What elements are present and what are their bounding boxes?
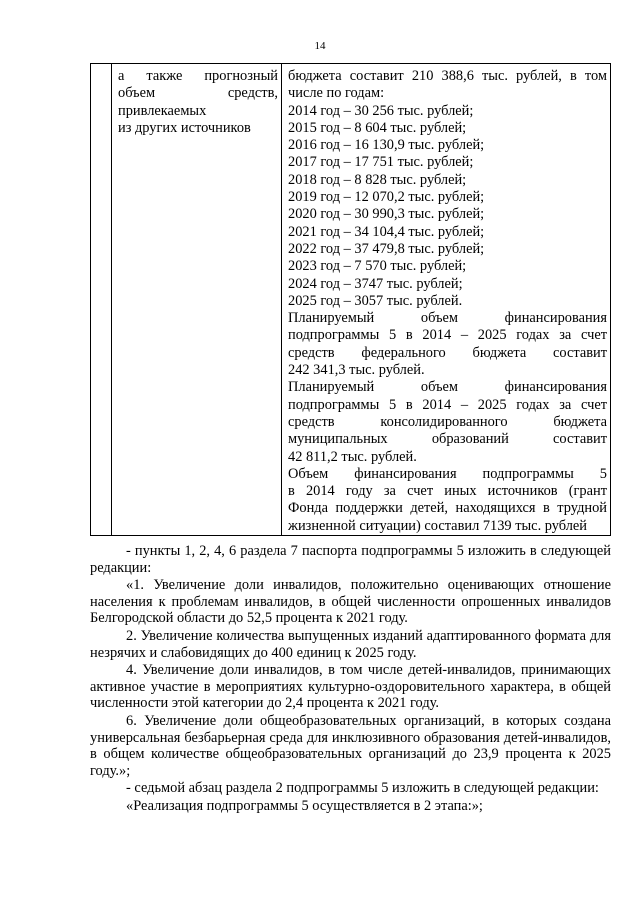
year-line: 2024 год – 3747 тыс. рублей; — [288, 275, 463, 292]
other-line: Фонда поддержки детей, находящихся в трудной — [288, 500, 607, 517]
year-line: 2018 год – 8 828 тыс. рублей; — [288, 171, 467, 188]
paragraph-item-6: 6. Увеличение доли общеобразовательных организаций, в которых создана универсальная безбарьерная среда для инклюзивного образования детей-инвалидов, в общем количестве общеобразовательных организаций до 23,9 процента к 2025 году.»; — [90, 712, 611, 779]
table-row — [91, 64, 611, 536]
paragraph-item-1: «1. Увеличение доли инвалидов, положительно оценивающих отношение населения к проблемам инвалидов, в общей численности опрошенных инвалидов Белгородской области до 52,5 процента к 2021 году. — [90, 577, 611, 627]
label-line: а также прогнозный — [118, 68, 278, 84]
year-line: 2016 год – 16 130,9 тыс. рублей; — [288, 137, 485, 154]
other-line: жизненной ситуации) составил 7139 тыс. рублей — [288, 517, 588, 534]
value-cell — [282, 64, 611, 536]
paragraph-amend-items: - пункты 1, 2, 4, 6 раздела 7 паспорта подпрограммы 5 изложить в следующей редакции: — [90, 543, 611, 576]
federal-line: 242 341,3 тыс. рублей. — [288, 362, 425, 379]
paragraph-amend-section-2: - седьмой абзац раздела 2 подпрограммы 5 изложить в следующей редакции: — [126, 780, 599, 797]
year-line: 2023 год – 7 570 тыс. рублей; — [288, 258, 467, 275]
year-line: 2020 год – 30 990,3 тыс. рублей; — [288, 206, 485, 223]
label-cell — [112, 64, 282, 536]
paragraph-item-2: 2. Увеличение количества выпущенных изданий адаптированного формата для незрячих и слабовидящих до 400 единиц к 2025 году. — [90, 627, 611, 661]
other-line: Объем финансирования подпрограммы 5 — [288, 465, 607, 482]
municipal-line: подпрограммы 5 в 2014 – 2025 годах за счет — [288, 396, 607, 413]
municipal-line: средств консолидированного бюджета — [288, 413, 607, 430]
page-number: 14 — [314, 40, 326, 52]
federal-line: подпрограммы 5 в 2014 – 2025 годах за счет — [288, 327, 607, 344]
year-line: 2022 год – 37 479,8 тыс. рублей; — [288, 240, 485, 257]
passport-table — [90, 63, 611, 536]
municipal-line: 42 811,2 тыс. рублей. — [288, 448, 417, 465]
federal-line: средств федерального бюджета составит — [288, 344, 607, 361]
year-line: 2014 год – 30 256 тыс. рублей; — [288, 102, 474, 119]
year-line: 2025 год – 3057 тыс. рублей. — [288, 292, 463, 309]
intro-line: числе по годам: — [288, 85, 385, 102]
paragraph-stages: «Реализация подпрограммы 5 осуществляется в 2 этапа:»; — [126, 797, 483, 814]
body-text — [90, 543, 611, 815]
year-line: 2015 год – 8 604 тыс. рублей; — [288, 119, 467, 136]
federal-line: Планируемый объем финансирования — [288, 310, 607, 327]
paragraph-item-4: 4. Увеличение доли инвалидов, в том числе детей-инвалидов, принимающих активное участие в мероприятиях культурно-оздоровительного характера, в общей численности этой категории до 2,4 процента к 2021 году. — [90, 662, 611, 712]
intro-line: бюджета составит 210 388,6 тыс. рублей, в том — [288, 68, 607, 84]
municipal-line: Планируемый объем финансирования — [288, 379, 607, 396]
label-line: из других источников — [118, 119, 251, 136]
municipal-line: муниципальных образований составит — [288, 431, 607, 448]
label-line: объем средств, — [118, 85, 278, 102]
year-line: 2019 год – 12 070,2 тыс. рублей; — [288, 189, 485, 206]
label-line: привлекаемых — [118, 102, 207, 119]
year-line: 2021 год – 34 104,4 тыс. рублей; — [288, 223, 485, 240]
year-line: 2017 год – 17 751 тыс. рублей; — [288, 154, 474, 171]
empty-cell — [91, 64, 112, 536]
other-line: в 2014 году за счет иных источников (грант — [288, 483, 607, 500]
